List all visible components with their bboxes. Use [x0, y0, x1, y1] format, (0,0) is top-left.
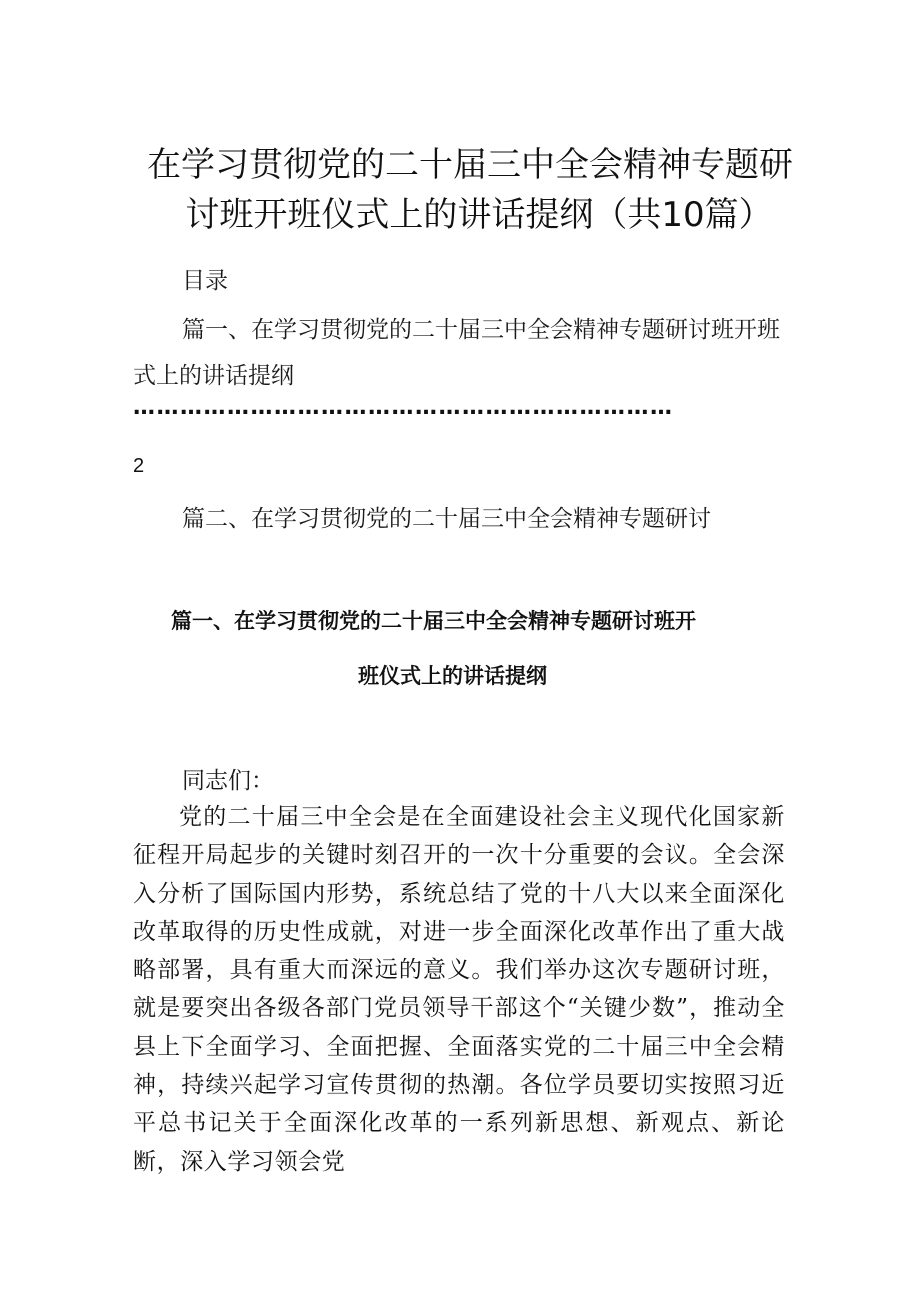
toc-entry-2-line-1: 篇二、在学习贯彻党的二十届三中全会精神专题研讨	[182, 506, 711, 532]
salutation: 同志们：	[182, 768, 274, 794]
toc-entry-1-line-1: 篇一、在学习贯彻党的二十届三中全会精神专题研讨班开班	[182, 317, 780, 343]
toc-entry-1-line-2: 式上的讲话提纲	[133, 363, 294, 389]
toc-label: 目录	[182, 268, 228, 294]
section-heading-line-2: 班仪式上的讲话提纲	[358, 664, 547, 688]
toc-page-number: 2	[133, 455, 145, 477]
section-heading-line-1: 篇一、在学习贯彻党的二十届三中全会精神专题研讨班开	[171, 609, 696, 633]
document-title	[130, 140, 810, 240]
title-line-1: 在学习贯彻党的二十届三中全会精神专题研	[147, 145, 793, 185]
body-paragraph: 党的二十届三中全会是在全面建设社会主义现代化国家新征程开局起步的关键时刻召开的一次十分重要的会议。全会深入分析了国际国内形势，系统总结了党的十八大以来全面深化改革取得的历史性成就，对进一步全面深化改革作出了重大战略部署，具有重大而深远的意义。我们举办这次专题研讨班，就是要突出各级各部门党员领导干部这个“关键少数”，推动全县上下全面学习、全面把握、全面落实党的二十届三中全会精神，持续兴起学习宣传贯彻的热潮。各位学员要切实按照习近平总书记关于全面深化改革的一系列新思想、新观点、新论断，深入学习领会党	[133, 804, 785, 1175]
toc-leader-dots: ……………………………………………………………	[133, 398, 674, 418]
title-line-2: 讨班开班仪式上的讲话提纲（共10篇）	[185, 195, 773, 235]
